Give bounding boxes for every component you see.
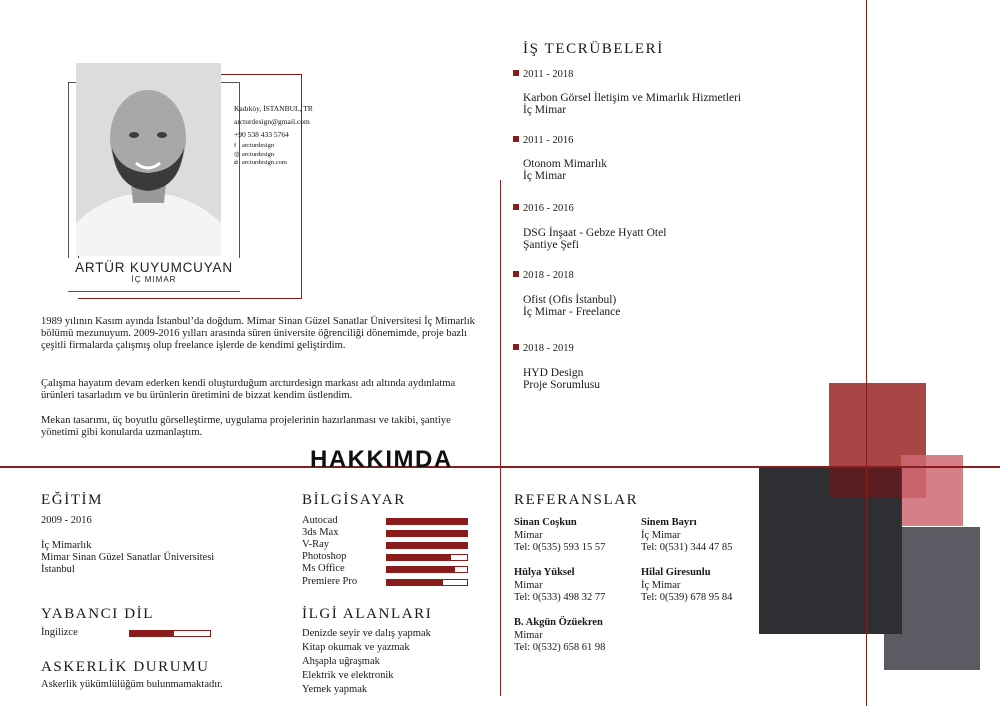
- military-heading: ASKERLİK DURUMU: [41, 659, 210, 675]
- profile-photo: [76, 63, 221, 256]
- experience-company: HYD Design: [523, 367, 584, 379]
- skill-level-bar: [386, 518, 468, 525]
- social-web[interactable]: [234, 158, 287, 166]
- skill-name: Ms Office: [302, 563, 345, 574]
- education-city: İstanbul: [41, 564, 75, 575]
- references-heading: REFERANSLAR: [514, 492, 639, 508]
- experience-role: İç Mimar - Freelance: [523, 306, 621, 318]
- bullet-icon: [513, 344, 519, 350]
- skill-level-bar: [386, 566, 468, 573]
- experience-company: Ofist (Ofis İstanbul): [523, 294, 617, 306]
- interest-item: Denizde seyir ve dalış yapmak: [302, 628, 431, 639]
- skill-level-fill: [387, 519, 467, 524]
- social-handle: arcturdesign.com: [242, 159, 287, 166]
- reference-phone[interactable]: Tel: 0(539) 678 95 84: [641, 592, 733, 603]
- reference-name: Sinem Bayrı: [641, 517, 697, 528]
- experience-date: 2011 - 2018: [513, 69, 573, 80]
- experience-date: 2018 - 2019: [513, 343, 574, 354]
- experience-company: Otonom Mimarlık: [523, 158, 608, 170]
- reference-name: B. Akgün Özüekren: [514, 617, 603, 628]
- interest-item: Ahşapla uğraşmak: [302, 656, 380, 667]
- skill-name: Premiere Pro: [302, 576, 358, 587]
- experience-company: DSG İnşaat - Gebze Hyatt Otel: [523, 227, 667, 239]
- language-name: İngilizce: [41, 627, 78, 638]
- experience-date: 2011 - 2016: [513, 135, 573, 146]
- social-facebook[interactable]: [234, 142, 274, 149]
- skill-name: Photoshop: [302, 551, 347, 562]
- skill-level-bar: [386, 530, 468, 537]
- facebook-icon: f: [234, 142, 237, 149]
- skill-name: V-Ray: [302, 539, 330, 550]
- experience-role: Şantiye Şefi: [523, 239, 579, 251]
- contact-email[interactable]: arcturdesign@gmail.com: [234, 117, 310, 126]
- bullet-icon: [513, 271, 519, 277]
- skill-level-fill: [387, 567, 455, 572]
- reference-role: Mimar: [514, 630, 543, 641]
- reference-phone[interactable]: Tel: 0(533) 498 32 77: [514, 592, 606, 603]
- center-divider: [500, 180, 501, 696]
- instagram-icon: ◎: [234, 151, 240, 158]
- interests-heading: İLGİ ALANLARI: [302, 606, 433, 622]
- about-heading: HAKKIMDA: [310, 446, 453, 473]
- social-handle: arcturdesign: [242, 142, 275, 149]
- about-paragraph-1: 1989 yılının Kasım ayında İstanbul’da doğdum. Mimar Sinan Güzel Sanatlar Üniversitesi İç Mimarlık bölümü mezunuyum. 2009-2016 yılları arasında süren üniversite öğrenciliği dönemimde, proje bazlı çeşitli firmalarda çalışmış olup freelance işlerde de kendimi geliştirdim.: [41, 316, 475, 351]
- reference-role: İç Mimar: [641, 530, 681, 541]
- education-school: Mimar Sinan Güzel Sanatlar Üniversitesi: [41, 552, 215, 563]
- languages-heading: YABANCI DİL: [41, 606, 155, 622]
- web-icon: ⌀: [234, 159, 238, 166]
- decor-square-light-red-overlap: [901, 468, 902, 526]
- reference-name: Hilal Giresunlu: [641, 567, 711, 578]
- language-level-fill: [130, 631, 174, 636]
- profile-name: ARTÜR KUYUMCUYAN: [75, 260, 233, 275]
- skill-level-bar: [386, 579, 468, 586]
- experience-date: 2016 - 2016: [513, 203, 574, 214]
- reference-name: Hülya Yüksel: [514, 567, 575, 578]
- skill-level-fill: [387, 531, 467, 536]
- reference-role: Mimar: [514, 580, 543, 591]
- interest-item: Yemek yapmak: [302, 684, 368, 695]
- right-divider: [866, 0, 867, 706]
- reference-name: Sinan Coşkun: [514, 517, 577, 528]
- about-paragraph-3: Mekan tasarımı, üç boyutlu görselleştirme, uygulama projelerinin hazırlanması ve takibi, şantiye yönetimi gibi konularda uzmanlaştım.: [41, 415, 451, 438]
- interest-item: Kitap okumak ve yazmak: [302, 642, 410, 653]
- bullet-icon: [513, 70, 519, 76]
- reference-phone[interactable]: Tel: 0(535) 593 15 57: [514, 542, 606, 553]
- reference-role: İç Mimar: [641, 580, 681, 591]
- military-status: Askerlik yükümlülüğüm bulunmamaktadır.: [41, 679, 223, 690]
- experience-role: İç Mimar: [523, 170, 567, 182]
- name-underline: [68, 291, 240, 292]
- education-department: İç Mimarlık: [41, 540, 92, 551]
- skill-level-bar: [386, 542, 468, 549]
- experience-date: 2018 - 2018: [513, 270, 574, 281]
- experience-role: Proje Sorumlusu: [523, 379, 600, 391]
- experience-company: Karbon Görsel İletişim ve Mimarlık Hizmetleri: [523, 92, 742, 104]
- skill-name: Autocad: [302, 515, 338, 526]
- profile-title: İÇ MIMAR: [131, 275, 177, 284]
- social-handle: arcturdesign: [242, 151, 275, 158]
- reference-phone[interactable]: Tel: 0(532) 658 61 98: [514, 642, 606, 653]
- skill-level-fill: [387, 580, 443, 585]
- skill-level-fill: [387, 555, 451, 560]
- bullet-icon: [513, 204, 519, 210]
- education-date: 2009 - 2016: [41, 515, 92, 526]
- contact-phone[interactable]: +90 538 433 5764: [234, 130, 289, 139]
- bullet-icon: [513, 136, 519, 142]
- contact-address: Kadıköy, İSTANBUL, TR: [234, 104, 313, 113]
- language-level-bar: [129, 630, 211, 637]
- interest-item: Elektrik ve elektronik: [302, 670, 394, 681]
- education-heading: EĞİTİM: [41, 492, 104, 508]
- reference-role: Mimar: [514, 530, 543, 541]
- experience-role: İç Mimar: [523, 104, 567, 116]
- skill-name: 3ds Max: [302, 527, 339, 538]
- social-instagram[interactable]: [234, 150, 274, 158]
- about-paragraph-2: Çalışma hayatım devam ederken kendi oluşturduğum arcturdesign markası adı altında aydınlatma ürünleri tasarladım ve bu ürünlerin üretimini de bizzat kendim üstlendim.: [41, 378, 456, 401]
- experience-heading: İŞ TECRÜBELERİ: [523, 41, 664, 57]
- skill-level-fill: [387, 543, 467, 548]
- computer-heading: BİLGİSAYAR: [302, 492, 406, 508]
- reference-phone[interactable]: Tel: 0(531) 344 47 85: [641, 542, 733, 553]
- skill-level-bar: [386, 554, 468, 561]
